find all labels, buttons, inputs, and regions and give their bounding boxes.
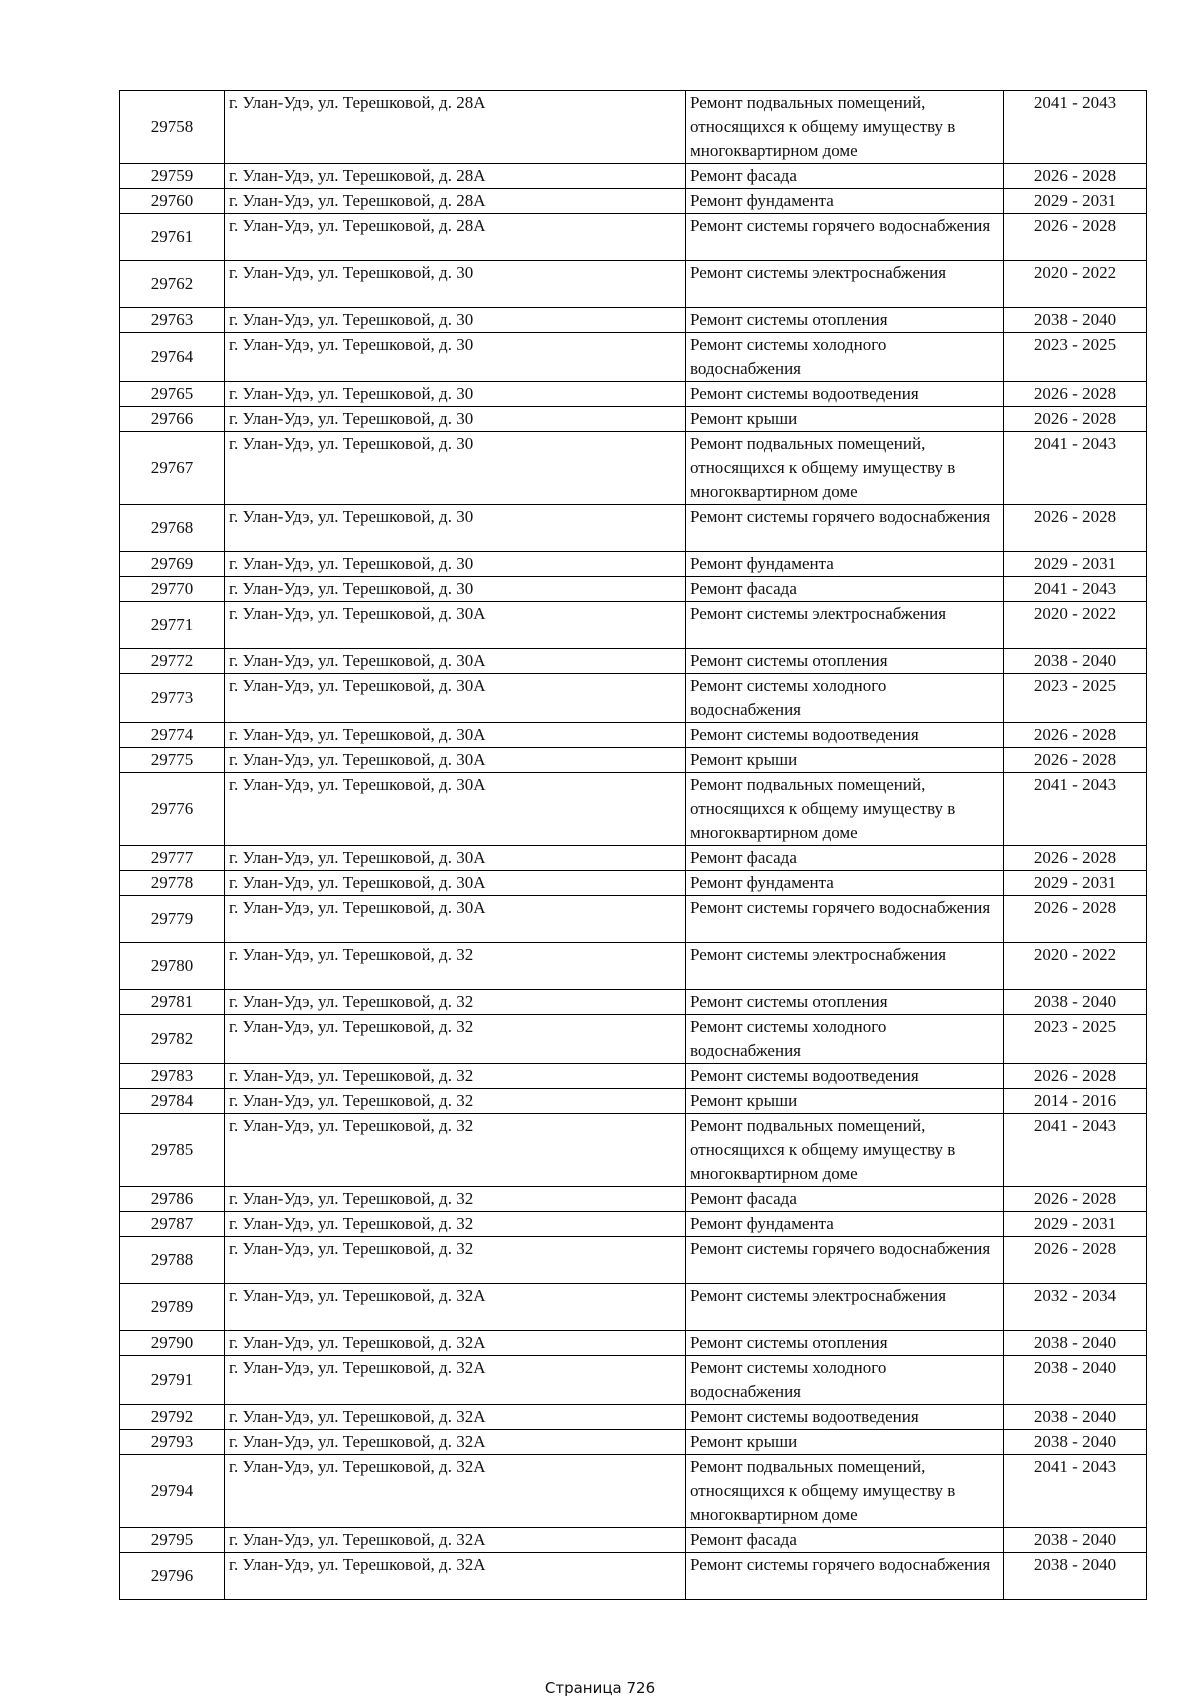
years-cell: 2026 - 2028 [1004,846,1147,871]
address-cell: г. Улан-Удэ, ул. Терешковой, д. 32А [225,1284,686,1331]
years-cell: 2020 - 2022 [1004,261,1147,308]
table-row [120,189,1147,214]
row-number-cell: 29794 [120,1455,225,1528]
address-cell: г. Улан-Удэ, ул. Терешковой, д. 30А [225,649,686,674]
work-type-cell: Ремонт фасада [686,846,1004,871]
row-number-cell: 29789 [120,1284,225,1331]
work-type-cell: Ремонт крыши [686,407,1004,432]
row-number-cell: 29769 [120,552,225,577]
address-cell: г. Улан-Удэ, ул. Терешковой, д. 32 [225,1089,686,1114]
address-cell: г. Улан-Удэ, ул. Терешковой, д. 30 [225,407,686,432]
years-cell: 2041 - 2043 [1004,91,1147,164]
row-number-cell: 29772 [120,649,225,674]
row-number-cell: 29787 [120,1212,225,1237]
row-number-cell: 29761 [120,214,225,261]
work-type-cell: Ремонт подвальных помещений, относящихся к общему имуществу в многоквартирном доме [686,91,1004,164]
work-type-cell: Ремонт фасада [686,1528,1004,1553]
table-row [120,1064,1147,1089]
years-cell: 2026 - 2028 [1004,723,1147,748]
row-number-cell: 29786 [120,1187,225,1212]
address-cell: г. Улан-Удэ, ул. Терешковой, д. 30 [225,505,686,552]
row-number-cell: 29758 [120,91,225,164]
work-type-cell: Ремонт системы горячего водоснабжения [686,505,1004,552]
table-row [120,1430,1147,1455]
address-cell: г. Улан-Удэ, ул. Терешковой, д. 30А [225,674,686,723]
address-cell: г. Улан-Удэ, ул. Терешковой, д. 28А [225,91,686,164]
table-row [120,432,1147,505]
years-cell: 2020 - 2022 [1004,602,1147,649]
work-type-cell: Ремонт системы горячего водоснабжения [686,1553,1004,1600]
years-cell: 2038 - 2040 [1004,1356,1147,1405]
work-type-cell: Ремонт крыши [686,1089,1004,1114]
work-type-cell: Ремонт системы холодного водоснабжения [686,1356,1004,1405]
row-number-cell: 29759 [120,164,225,189]
table-row [120,1331,1147,1356]
row-number-cell: 29783 [120,1064,225,1089]
table-row [120,308,1147,333]
work-type-cell: Ремонт крыши [686,748,1004,773]
work-type-cell: Ремонт фасада [686,164,1004,189]
row-number-cell: 29760 [120,189,225,214]
years-cell: 2038 - 2040 [1004,1405,1147,1430]
work-type-cell: Ремонт системы электроснабжения [686,602,1004,649]
table-row [120,214,1147,261]
years-cell: 2026 - 2028 [1004,505,1147,552]
years-cell: 2026 - 2028 [1004,382,1147,407]
work-type-cell: Ремонт системы электроснабжения [686,943,1004,990]
table-row [120,846,1147,871]
address-cell: г. Улан-Удэ, ул. Терешковой, д. 32А [225,1455,686,1528]
row-number-cell: 29782 [120,1015,225,1064]
address-cell: г. Улан-Удэ, ул. Терешковой, д. 30 [225,432,686,505]
table-row [120,91,1147,164]
years-cell: 2014 - 2016 [1004,1089,1147,1114]
address-cell: г. Улан-Удэ, ул. Терешковой, д. 32 [225,943,686,990]
address-cell: г. Улан-Удэ, ул. Терешковой, д. 32А [225,1405,686,1430]
table-row [120,674,1147,723]
row-number-cell: 29785 [120,1114,225,1187]
work-type-cell: Ремонт подвальных помещений, относящихся к общему имуществу в многоквартирном доме [686,1114,1004,1187]
table-row [120,407,1147,432]
works-table [119,90,1147,1600]
page-number: Страница 726 [544,1679,656,1697]
row-number-cell: 29776 [120,773,225,846]
address-cell: г. Улан-Удэ, ул. Терешковой, д. 32 [225,1237,686,1284]
table-row [120,1528,1147,1553]
years-cell: 2041 - 2043 [1004,773,1147,846]
table-row [120,1356,1147,1405]
table-row [120,896,1147,943]
table-row [120,1212,1147,1237]
years-cell: 2029 - 2031 [1004,871,1147,896]
work-type-cell: Ремонт подвальных помещений, относящихся к общему имуществу в многоквартирном доме [686,432,1004,505]
address-cell: г. Улан-Удэ, ул. Терешковой, д. 30А [225,723,686,748]
address-cell: г. Улан-Удэ, ул. Терешковой, д. 30 [225,333,686,382]
row-number-cell: 29774 [120,723,225,748]
row-number-cell: 29766 [120,407,225,432]
address-cell: г. Улан-Удэ, ул. Терешковой, д. 30А [225,748,686,773]
row-number-cell: 29784 [120,1089,225,1114]
row-number-cell: 29778 [120,871,225,896]
work-type-cell: Ремонт системы электроснабжения [686,1284,1004,1331]
years-cell: 2026 - 2028 [1004,1064,1147,1089]
address-cell: г. Улан-Удэ, ул. Терешковой, д. 30А [225,896,686,943]
address-cell: г. Улан-Удэ, ул. Терешковой, д. 30 [225,552,686,577]
table-row [120,505,1147,552]
table-row [120,748,1147,773]
table-row [120,552,1147,577]
table-row [120,1237,1147,1284]
row-number-cell: 29764 [120,333,225,382]
years-cell: 2038 - 2040 [1004,990,1147,1015]
years-cell: 2026 - 2028 [1004,748,1147,773]
work-type-cell: Ремонт системы горячего водоснабжения [686,1237,1004,1284]
address-cell: г. Улан-Удэ, ул. Терешковой, д. 30А [225,871,686,896]
work-type-cell: Ремонт фундамента [686,1212,1004,1237]
years-cell: 2020 - 2022 [1004,943,1147,990]
table-row [120,577,1147,602]
years-cell: 2041 - 2043 [1004,432,1147,505]
years-cell: 2026 - 2028 [1004,407,1147,432]
row-number-cell: 29777 [120,846,225,871]
row-number-cell: 29792 [120,1405,225,1430]
row-number-cell: 29788 [120,1237,225,1284]
table-row [120,602,1147,649]
address-cell: г. Улан-Удэ, ул. Терешковой, д. 32 [225,1064,686,1089]
address-cell: г. Улан-Удэ, ул. Терешковой, д. 28А [225,189,686,214]
work-type-cell: Ремонт фундамента [686,552,1004,577]
address-cell: г. Улан-Удэ, ул. Терешковой, д. 30А [225,602,686,649]
years-cell: 2038 - 2040 [1004,649,1147,674]
table-row [120,871,1147,896]
years-cell: 2023 - 2025 [1004,674,1147,723]
row-number-cell: 29773 [120,674,225,723]
address-cell: г. Улан-Удэ, ул. Терешковой, д. 28А [225,164,686,189]
years-cell: 2032 - 2034 [1004,1284,1147,1331]
work-type-cell: Ремонт системы водоотведения [686,723,1004,748]
years-cell: 2041 - 2043 [1004,1455,1147,1528]
years-cell: 2038 - 2040 [1004,1331,1147,1356]
address-cell: г. Улан-Удэ, ул. Терешковой, д. 30 [225,308,686,333]
years-cell: 2026 - 2028 [1004,1237,1147,1284]
row-number-cell: 29793 [120,1430,225,1455]
work-type-cell: Ремонт системы водоотведения [686,382,1004,407]
years-cell: 2038 - 2040 [1004,1553,1147,1600]
work-type-cell: Ремонт системы отопления [686,1331,1004,1356]
row-number-cell: 29795 [120,1528,225,1553]
address-cell: г. Улан-Удэ, ул. Терешковой, д. 32 [225,1114,686,1187]
years-cell: 2038 - 2040 [1004,1528,1147,1553]
work-type-cell: Ремонт фундамента [686,871,1004,896]
row-number-cell: 29771 [120,602,225,649]
address-cell: г. Улан-Удэ, ул. Терешковой, д. 32 [225,990,686,1015]
address-cell: г. Улан-Удэ, ул. Терешковой, д. 28А [225,214,686,261]
row-number-cell: 29790 [120,1331,225,1356]
row-number-cell: 29767 [120,432,225,505]
years-cell: 2029 - 2031 [1004,189,1147,214]
years-cell: 2029 - 2031 [1004,552,1147,577]
table-row [120,723,1147,748]
years-cell: 2038 - 2040 [1004,308,1147,333]
address-cell: г. Улан-Удэ, ул. Терешковой, д. 30А [225,773,686,846]
row-number-cell: 29791 [120,1356,225,1405]
address-cell: г. Улан-Удэ, ул. Терешковой, д. 32 [225,1212,686,1237]
row-number-cell: 29770 [120,577,225,602]
address-cell: г. Улан-Удэ, ул. Терешковой, д. 30 [225,261,686,308]
table-row [120,990,1147,1015]
table-row [120,1284,1147,1331]
row-number-cell: 29781 [120,990,225,1015]
years-cell: 2026 - 2028 [1004,1187,1147,1212]
table-row [120,333,1147,382]
row-number-cell: 29762 [120,261,225,308]
table-row [120,1015,1147,1064]
work-type-cell: Ремонт системы холодного водоснабжения [686,333,1004,382]
table-row [120,164,1147,189]
row-number-cell: 29765 [120,382,225,407]
years-cell: 2041 - 2043 [1004,1114,1147,1187]
row-number-cell: 29768 [120,505,225,552]
work-type-cell: Ремонт подвальных помещений, относящихся к общему имуществу в многоквартирном доме [686,773,1004,846]
table-row [120,1405,1147,1430]
address-cell: г. Улан-Удэ, ул. Терешковой, д. 32А [225,1331,686,1356]
work-type-cell: Ремонт системы горячего водоснабжения [686,896,1004,943]
work-type-cell: Ремонт системы электроснабжения [686,261,1004,308]
work-type-cell: Ремонт фасада [686,577,1004,602]
work-type-cell: Ремонт системы холодного водоснабжения [686,1015,1004,1064]
address-cell: г. Улан-Удэ, ул. Терешковой, д. 32А [225,1528,686,1553]
row-number-cell: 29780 [120,943,225,990]
table-row [120,649,1147,674]
address-cell: г. Улан-Удэ, ул. Терешковой, д. 30А [225,846,686,871]
row-number-cell: 29796 [120,1553,225,1600]
work-type-cell: Ремонт системы отопления [686,990,1004,1015]
years-cell: 2026 - 2028 [1004,896,1147,943]
work-type-cell: Ремонт подвальных помещений, относящихся к общему имуществу в многоквартирном доме [686,1455,1004,1528]
table-row [120,1553,1147,1600]
table-row [120,943,1147,990]
table-row [120,382,1147,407]
years-cell: 2038 - 2040 [1004,1430,1147,1455]
years-cell: 2029 - 2031 [1004,1212,1147,1237]
work-type-cell: Ремонт фундамента [686,189,1004,214]
address-cell: г. Улан-Удэ, ул. Терешковой, д. 32А [225,1553,686,1600]
address-cell: г. Улан-Удэ, ул. Терешковой, д. 30 [225,577,686,602]
table-row [120,773,1147,846]
work-type-cell: Ремонт системы водоотведения [686,1064,1004,1089]
work-type-cell: Ремонт системы горячего водоснабжения [686,214,1004,261]
address-cell: г. Улан-Удэ, ул. Терешковой, д. 32 [225,1187,686,1212]
work-type-cell: Ремонт системы отопления [686,649,1004,674]
years-cell: 2026 - 2028 [1004,164,1147,189]
work-type-cell: Ремонт фасада [686,1187,1004,1212]
address-cell: г. Улан-Удэ, ул. Терешковой, д. 32А [225,1356,686,1405]
table-row [120,261,1147,308]
years-cell: 2023 - 2025 [1004,1015,1147,1064]
work-type-cell: Ремонт системы холодного водоснабжения [686,674,1004,723]
table-row [120,1089,1147,1114]
years-cell: 2026 - 2028 [1004,214,1147,261]
works-table-body [120,91,1147,1600]
years-cell: 2023 - 2025 [1004,333,1147,382]
work-type-cell: Ремонт системы водоотведения [686,1405,1004,1430]
row-number-cell: 29775 [120,748,225,773]
years-cell: 2041 - 2043 [1004,577,1147,602]
row-number-cell: 29763 [120,308,225,333]
table-row [120,1187,1147,1212]
table-row [120,1455,1147,1528]
work-type-cell: Ремонт крыши [686,1430,1004,1455]
work-type-cell: Ремонт системы отопления [686,308,1004,333]
address-cell: г. Улан-Удэ, ул. Терешковой, д. 32А [225,1430,686,1455]
address-cell: г. Улан-Удэ, ул. Терешковой, д. 32 [225,1015,686,1064]
table-row [120,1114,1147,1187]
address-cell: г. Улан-Удэ, ул. Терешковой, д. 30 [225,382,686,407]
row-number-cell: 29779 [120,896,225,943]
